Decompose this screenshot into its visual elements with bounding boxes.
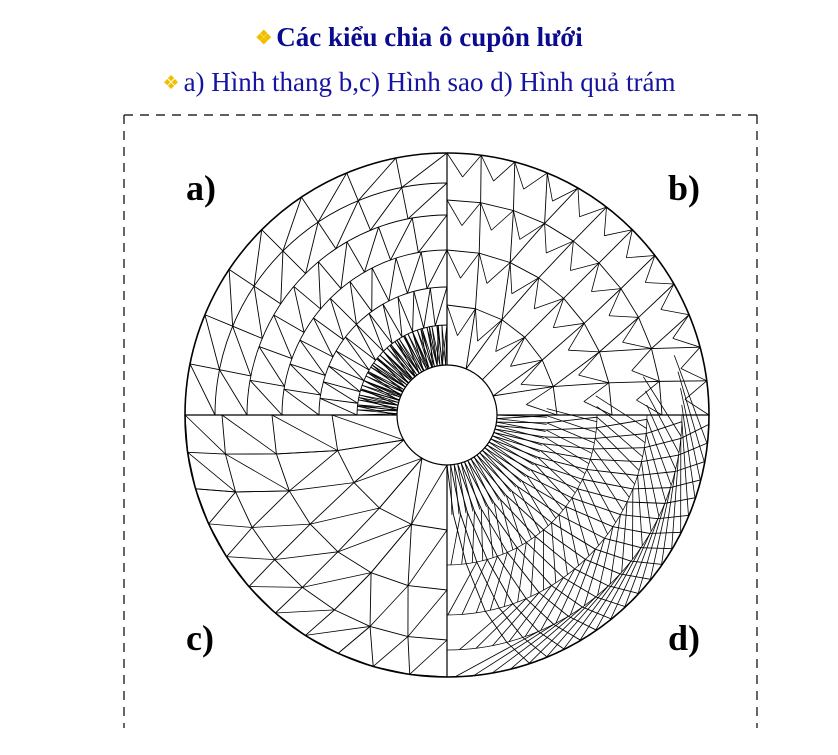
quadrant-label-b: b)	[668, 168, 701, 208]
diamond-bullet-icon: ❖	[162, 73, 180, 94]
subtitle-text: a) Hình thang b,c) Hình sao d) Hình quả trám	[183, 67, 676, 97]
quadrant-label-a: a)	[186, 168, 216, 208]
mesh-trapezoid-quadrant	[185, 153, 447, 415]
quadrant-label-c: c)	[186, 618, 214, 658]
dome-mesh	[185, 153, 709, 677]
diamond-bullet-icon: ❖	[255, 28, 273, 49]
title-text: Các kiểu chia ô cupôn lưới	[276, 22, 583, 52]
mesh-star-quadrant-c	[185, 415, 447, 677]
quadrant-label-d: d)	[668, 618, 701, 658]
